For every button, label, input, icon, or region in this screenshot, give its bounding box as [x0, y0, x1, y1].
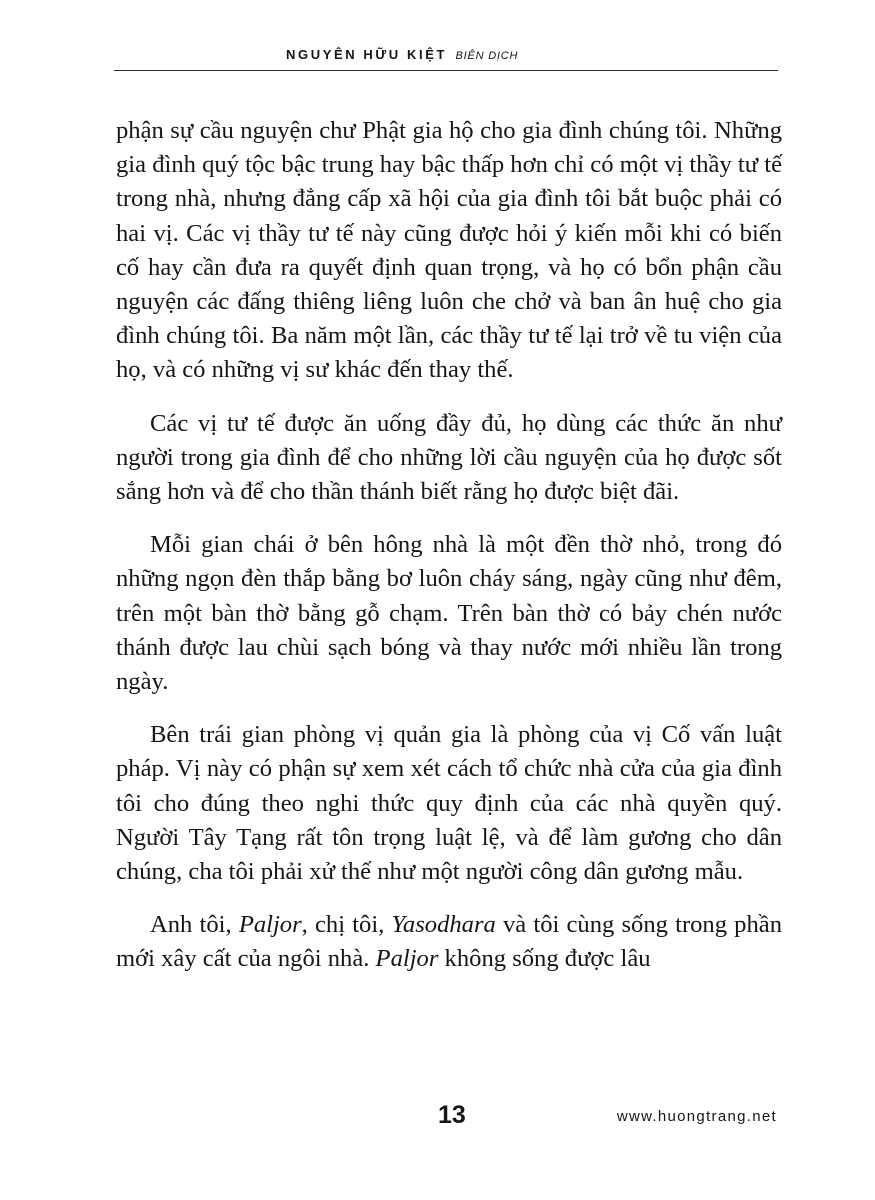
text-run: không sống được lâu: [438, 945, 651, 973]
italic-name: Yasodhara: [391, 911, 496, 939]
paragraph-1: [116, 114, 782, 388]
paragraph-4: [116, 718, 782, 889]
paragraph-3: [116, 528, 782, 699]
italic-name: Paljor: [238, 911, 302, 939]
paragraph-5: [116, 908, 782, 976]
paragraph-2: [116, 407, 782, 510]
text-run: Mỗi gian chái ở bên hông nhà là một đền thờ nhỏ, trong đó những ngọn đèn thắp bằng bơ luôn cháy sáng, ngày cũng như đêm, trên một bàn thờ bằng gỗ chạm. Trên bàn thờ có bảy chén nước thánh được lau chùi sạch bóng và thay nước mới nhiều lần trong ngày.: [116, 531, 782, 696]
text-run: Bên trái gian phòng vị quản gia là phòng của vị Cố vấn luật pháp. Vị này có phận sự xem xét cách tổ chức nhà cửa của gia đình tôi cho đúng theo nghi thức quy định của các nhà quyền quý. Người Tây Tạng rất tôn trọng luật lệ, và để làm gương cho dân chúng, cha tôi phải xử thế như một người công dân gương mẫu.: [116, 721, 782, 886]
text-run: Các vị tư tế được ăn uống đầy đủ, họ dùng các thức ăn như người trong gia đình để cho những lời cầu nguyện của họ được sốt sắng hơn và để cho thần thánh biết rằng họ được biệt đãi.: [116, 409, 782, 506]
header-text: [286, 46, 518, 64]
italic-name: Paljor: [375, 945, 439, 973]
text-run: phận sự cầu nguyện chư Phật gia hộ cho gia đình chúng tôi. Những gia đình quý tộc bậc trung hay bậc thấp hơn chỉ có một vị thầy tư tế trong nhà, nhưng đẳng cấp xã hội của gia đình tôi bắt buộc phải có hai vị. Các vị thầy tư tế này cũng được hỏi ý kiến mỗi khi có biến cố hay cần đưa ra quyết định quan trọng, và họ có bổn phận cầu nguyện các đấng thiêng liêng luôn che chở và ban ân huệ cho gia đình chúng tôi. Ba năm một lần, các thầy tư tế lại trở về tu viện của họ, và có những vị sư khác đến thay thế.: [116, 117, 782, 384]
running-header: [114, 44, 778, 71]
text-run: Anh tôi,: [150, 911, 239, 939]
page-number: 13: [438, 1101, 466, 1129]
header-author: NGUYÊN HỮU KIỆT: [286, 47, 448, 62]
header-role: BIÊN DỊCH: [455, 50, 519, 62]
text-run: , chị tôi,: [301, 911, 392, 939]
text-run: và tôi cùng sống trong phần mới xây cất của ngôi nhà.: [116, 911, 782, 973]
website-url: www.huongtrang.net: [616, 1108, 777, 1125]
body-text: [116, 114, 782, 977]
